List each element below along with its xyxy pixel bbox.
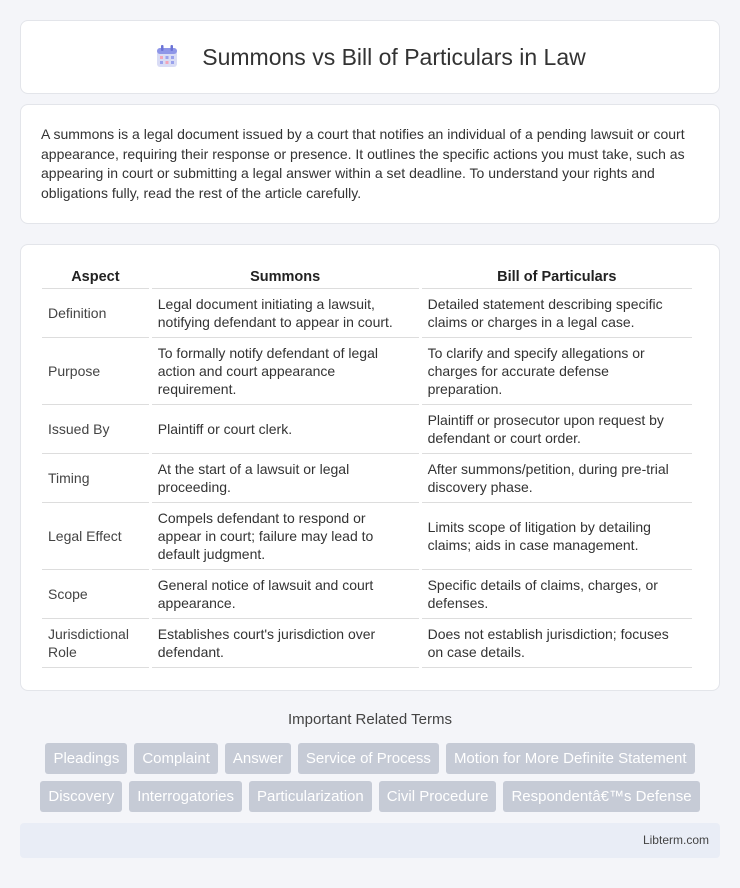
- row-aspect: Legal Effect: [42, 503, 149, 570]
- row-summons: Establishes court's jurisdiction over defendant.: [152, 619, 419, 668]
- title-card: [20, 20, 720, 94]
- row-bill: Limits scope of litigation by detailing claims; aids in case management.: [422, 503, 692, 570]
- row-bill: After summons/petition, during pre-trial discovery phase.: [422, 454, 692, 503]
- tag-particularization[interactable]: Particularization: [249, 781, 372, 812]
- comparison-card: [20, 244, 720, 691]
- row-summons: Plaintiff or court clerk.: [152, 405, 419, 454]
- related-terms-list: [20, 743, 720, 812]
- row-bill: To clarify and specify allegations or charges for accurate defense preparation.: [422, 338, 692, 405]
- row-summons: Compels defendant to respond or appear in court; failure may lead to default judgment.: [152, 503, 419, 570]
- row-aspect: Issued By: [42, 405, 149, 454]
- table-row: [42, 454, 692, 503]
- row-bill: Detailed statement describing specific claims or charges in a legal case.: [422, 289, 692, 338]
- row-aspect: Definition: [42, 289, 149, 338]
- tag-civil-procedure[interactable]: Civil Procedure: [379, 781, 497, 812]
- header-bill-of-particulars: Bill of Particulars: [422, 265, 692, 289]
- row-aspect: Timing: [42, 454, 149, 503]
- tag-answer[interactable]: Answer: [225, 743, 291, 774]
- page-title: Summons vs Bill of Particulars in Law: [202, 43, 586, 70]
- row-aspect: Jurisdictional Role: [42, 619, 149, 668]
- row-aspect: Purpose: [42, 338, 149, 405]
- header-aspect: Aspect: [42, 265, 149, 289]
- row-summons: To formally notify defendant of legal action and court appearance requirement.: [152, 338, 419, 405]
- table-row: [42, 338, 692, 405]
- calendar-icon: [154, 44, 180, 70]
- table-row: [42, 619, 692, 668]
- intro-card: [20, 104, 720, 224]
- row-summons: General notice of lawsuit and court appearance.: [152, 570, 419, 619]
- comparison-table: [39, 265, 695, 668]
- row-bill: Specific details of claims, charges, or defenses.: [422, 570, 692, 619]
- intro-paragraph: A summons is a legal document issued by a court that notifies an individual of a pending lawsuit or court appearance, requiring their response or presence. It outlines the specific actions you must take, such as appearing in court or submitting a legal answer within a set deadline. To understand your rights and obligations fully, read the rest of the article carefully.: [41, 126, 685, 201]
- header-summons: Summons: [152, 265, 419, 289]
- footer: [20, 823, 720, 858]
- table-row: [42, 503, 692, 570]
- related-terms-heading: Important Related Terms: [288, 711, 452, 728]
- tag-pleadings[interactable]: Pleadings: [45, 743, 127, 774]
- table-row: [42, 405, 692, 454]
- table-row: [42, 570, 692, 619]
- table-header-row: [42, 265, 692, 289]
- table-row: [42, 289, 692, 338]
- row-summons: Legal document initiating a lawsuit, notifying defendant to appear in court.: [152, 289, 419, 338]
- row-summons: At the start of a lawsuit or legal proceeding.: [152, 454, 419, 503]
- tag-motion-for-more-definite-statement[interactable]: Motion for More Definite Statement: [446, 743, 695, 774]
- tag-interrogatories[interactable]: Interrogatories: [129, 781, 242, 812]
- row-aspect: Scope: [42, 570, 149, 619]
- tag-discovery[interactable]: Discovery: [40, 781, 122, 812]
- tag-complaint[interactable]: Complaint: [134, 743, 218, 774]
- tag-respondents-defense[interactable]: Respondentâ€™s Defense: [503, 781, 699, 812]
- tag-service-of-process[interactable]: Service of Process: [298, 743, 439, 774]
- row-bill: Does not establish jurisdiction; focuses on case details.: [422, 619, 692, 668]
- row-bill: Plaintiff or prosecutor upon request by defendant or court order.: [422, 405, 692, 454]
- footer-site-link[interactable]: Libterm.com: [642, 833, 709, 847]
